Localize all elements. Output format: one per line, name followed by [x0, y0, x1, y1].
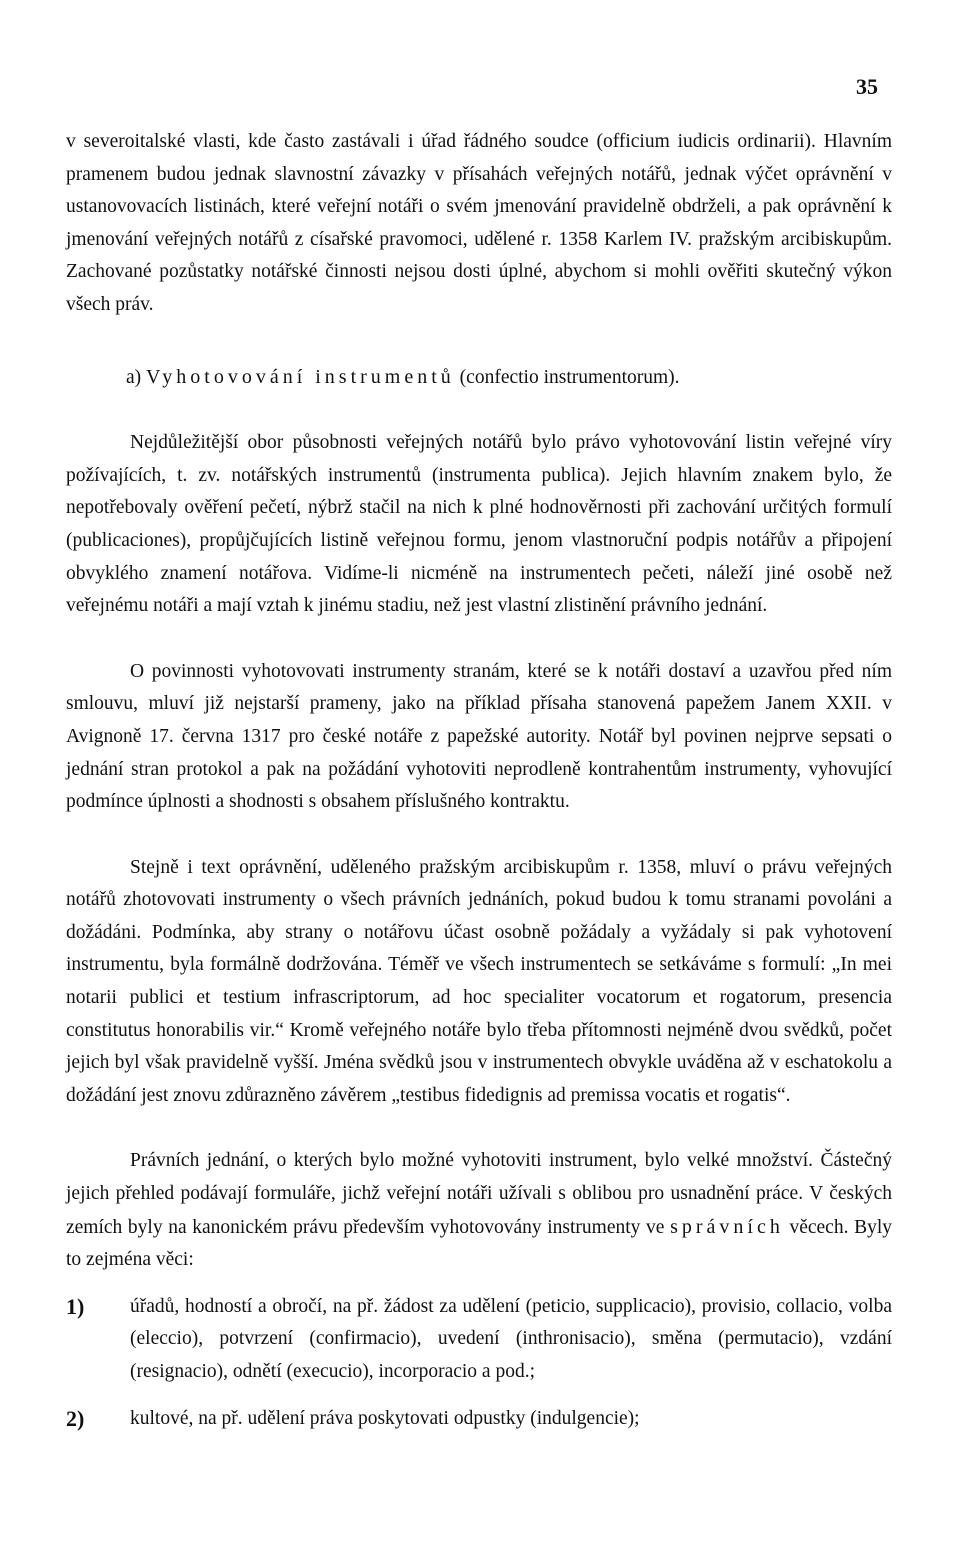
paragraph-5-start: Právních jednání, o kterých bylo možné vyhotoviti instrument, bylo velké množství. Částečný jejich přehled podávají formuláře, jichž veřejní notáři užívali s oblibou pro usnadnění práce. V českých zemích byly na kanonickém právu především vyhotovovány instrumenty ve	[66, 1150, 892, 1238]
paragraph-1: v severoitalské vlasti, kde často zastávali i úřad řádného soudce (officium iudicis ordinarii). Hlavním pramenem budou jednak slavnostní závazky v přísahách veřejných notářů, jednak výčet oprávnění v ustanovovacích listinách, které veřejní notáři o svém jmenování pravidelně obdrželi, a pak oprávnění k jmenování veřejných notářů z císařské pravomoci, udělené r. 1358 Karlem IV. pražským arcibiskupům. Zachované pozůstatky notářské činnosti nejsou dosti úplné, abychom si mohli ověřiti skutečný výkon všech práv.	[66, 131, 892, 315]
list-item-text: úřadů, hodností a obročí, na př. žádost za udělení (peticio, supplicacio), provisio, collacio, volba (eleccio), potvrzení (confirmacio), uvedení (inthronisacio), směna (permutacio), vzdání (resignacio), odnětí (execucio), incorporacio a pod.;	[130, 1295, 892, 1382]
section-heading-label: a)	[126, 366, 142, 388]
list-item	[66, 1403, 892, 1436]
list-item-marker: 2)	[66, 1405, 85, 1431]
paragraph-5	[66, 1145, 892, 1276]
list-item-text: kultové, na př. udělení práva poskytovati odpustky (indulgencie);	[130, 1407, 640, 1429]
page-number: 35	[856, 74, 878, 99]
paragraph-2: Nejdůležitější obor působnosti veřejných notářů bylo právo vyhotovování listin veřejné víry požívajících, t. zv. notářských instrumentů (instrumenta publica). Jejich hlavním znakem bylo, že nepotřebovaly ověření pečetí, nýbrž stačil na nich k plné hodnověrnosti při zachování určitých formulí (publicaciones), propůjčujících listině veřejnou formu, jenom vlastnoruční podpis notářův a připojení obvyklého znamení notářova. Vidíme-li nicméně na instrumentech pečeti, náleží jiné osobě než veřejnému notáři a mají vztah k jinému stadiu, než jest vlastní zlistinění právního jednání.	[66, 432, 892, 617]
section-heading-latin: (confectio instrumentorum).	[459, 366, 680, 388]
paragraph-3: O povinnosti vyhotovovati instrumenty stranám, které se k notáři dostaví a uzavřou před ním smlouvu, mluví již nejstarší prameny, jako na příklad přísaha stanovená papežem Janem XXII. v Avignoně 17. června 1317 pro české notáře z papežské autority. Notář byl povinen nejprve sepsati o jednání stran protokol a pak na požádání vyhotoviti neprodleně kontrahentům instrumenty, vyhovující podmínce úplnosti a shodnosti s obsahem příslušného kontraktu.	[66, 660, 892, 813]
paragraph-4: Stejně i text oprávnění, uděleného pražským arcibiskupům r. 1358, mluví o právu veřejných notářů zhotovovati instrumenty o všech právních jednáních, pokud budou k tomu stranami povoláni a dožádáni. Podmínka, aby strany o notářovu účast osobně požádaly a vyžádaly si pak vyhotovení instrumentu, byla formálně dodržována. Téměř ve všech instrumentech se setkáváme s formulí: „In mei notarii publici et testium infrascriptorum, ad hoc specialiter vocatorum et rogatorum, presencia constitutus honorabilis vir.“ Kromě veřejného notáře bylo třeba přítomnosti nejméně dvou svědků, počet jejich byl však pravidelně vyšší. Jména svědků jsou v instrumentech obvykle uváděna až v eschatokolu a dožádání jest znovu zdůrazněno závěrem „testibus fidedignis ad premissa vocatis et rogatis“.	[66, 856, 892, 1106]
paragraph-5-end: věcech. Byly to zejména věci:	[66, 1216, 892, 1271]
text-body	[66, 126, 892, 1435]
section-heading-title: Vyhotovování instrumentů	[146, 365, 455, 388]
paragraph-5-emphasis: správních	[670, 1215, 784, 1238]
list-item-marker: 1)	[66, 1293, 85, 1319]
section-heading	[66, 361, 892, 395]
list-item	[66, 1291, 892, 1389]
